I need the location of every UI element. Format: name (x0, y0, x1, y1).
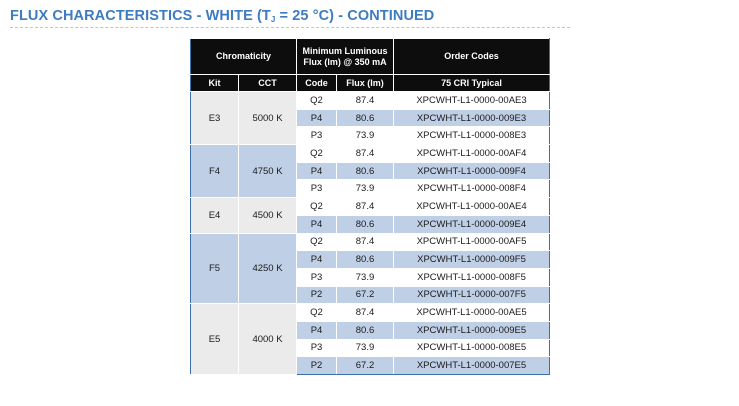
header-min-flux-line1: Minimum Luminous (302, 45, 388, 56)
flux-cell: 87.4 (337, 145, 394, 163)
title-divider (10, 27, 570, 28)
code-cell: Q2 (297, 304, 337, 322)
flux-cell: 87.4 (337, 233, 394, 251)
flux-cell: 80.6 (337, 162, 394, 180)
order-code-cell: XPCWHT-L1-0000-00AE3 (394, 92, 550, 110)
table-row (191, 145, 550, 163)
order-code-cell: XPCWHT-L1-0000-00AF5 (394, 233, 550, 251)
code-cell: P4 (297, 321, 337, 339)
code-cell: Q2 (297, 145, 337, 163)
order-code-cell: XPCWHT-L1-0000-008E3 (394, 127, 550, 145)
order-code-cell: XPCWHT-L1-0000-007F5 (394, 286, 550, 304)
code-cell: P3 (297, 127, 337, 145)
flux-cell: 87.4 (337, 198, 394, 216)
order-code-cell: XPCWHT-L1-0000-007E5 (394, 357, 550, 375)
order-code-cell: XPCWHT-L1-0000-009E3 (394, 109, 550, 127)
code-cell: P4 (297, 162, 337, 180)
code-cell: P4 (297, 109, 337, 127)
order-code-cell: XPCWHT-L1-0000-009F4 (394, 162, 550, 180)
kit-cell: E5 (191, 304, 239, 375)
code-cell: Q2 (297, 198, 337, 216)
flux-cell: 73.9 (337, 339, 394, 357)
flux-cell: 73.9 (337, 127, 394, 145)
code-cell: P3 (297, 180, 337, 198)
header-chromaticity: Chromaticity (191, 39, 297, 75)
header-min-flux-line2: Flux (lm) @ 350 mA (303, 56, 387, 67)
order-code-cell: XPCWHT-L1-0000-009E5 (394, 321, 550, 339)
cct-cell: 5000 K (239, 92, 297, 145)
title-prefix: FLUX CHARACTERISTICS - WHITE (T (10, 8, 271, 24)
page-title (10, 8, 434, 24)
kit-cell: F5 (191, 233, 239, 304)
header-code: Code (297, 75, 337, 92)
code-cell: P3 (297, 268, 337, 286)
header-cri: 75 CRI Typical (394, 75, 550, 92)
flux-table (190, 38, 550, 375)
code-cell: P2 (297, 286, 337, 304)
header-kit: Kit (191, 75, 239, 92)
order-code-cell: XPCWHT-L1-0000-00AF4 (394, 145, 550, 163)
order-code-cell: XPCWHT-L1-0000-008F5 (394, 268, 550, 286)
table-body (191, 92, 550, 375)
flux-cell: 87.4 (337, 92, 394, 110)
order-code-cell: XPCWHT-L1-0000-008E5 (394, 339, 550, 357)
flux-cell: 80.6 (337, 251, 394, 269)
kit-cell: E3 (191, 92, 239, 145)
code-cell: Q2 (297, 92, 337, 110)
flux-cell: 73.9 (337, 180, 394, 198)
cct-cell: 4250 K (239, 233, 297, 304)
flux-cell: 73.9 (337, 268, 394, 286)
order-code-cell: XPCWHT-L1-0000-009F5 (394, 251, 550, 269)
cct-cell: 4000 K (239, 304, 297, 375)
code-cell: Q2 (297, 233, 337, 251)
table-row (191, 92, 550, 110)
order-code-cell: XPCWHT-L1-0000-008F4 (394, 180, 550, 198)
flux-cell: 80.6 (337, 109, 394, 127)
header-row-sub (191, 75, 550, 92)
kit-cell: F4 (191, 145, 239, 198)
flux-cell: 87.4 (337, 304, 394, 322)
header-row-main (191, 39, 550, 75)
kit-cell: E4 (191, 198, 239, 233)
code-cell: P4 (297, 251, 337, 269)
order-code-cell: XPCWHT-L1-0000-00AE5 (394, 304, 550, 322)
order-code-cell: XPCWHT-L1-0000-00AE4 (394, 198, 550, 216)
header-flux: Flux (lm) (337, 75, 394, 92)
table-row (191, 304, 550, 322)
header-min-flux (297, 39, 394, 75)
flux-cell: 67.2 (337, 286, 394, 304)
header-order-codes: Order Codes (394, 39, 550, 75)
cct-cell: 4750 K (239, 145, 297, 198)
flux-cell: 67.2 (337, 357, 394, 375)
order-code-cell: XPCWHT-L1-0000-009E4 (394, 215, 550, 233)
flux-cell: 80.6 (337, 215, 394, 233)
table-row (191, 198, 550, 216)
flux-cell: 80.6 (337, 321, 394, 339)
title-suffix: = 25 °C) - CONTINUED (275, 8, 435, 24)
title-subscript: J (270, 15, 276, 24)
code-cell: P2 (297, 357, 337, 375)
cct-cell: 4500 K (239, 198, 297, 233)
table-row (191, 233, 550, 251)
header-cct: CCT (239, 75, 297, 92)
code-cell: P3 (297, 339, 337, 357)
code-cell: P4 (297, 215, 337, 233)
